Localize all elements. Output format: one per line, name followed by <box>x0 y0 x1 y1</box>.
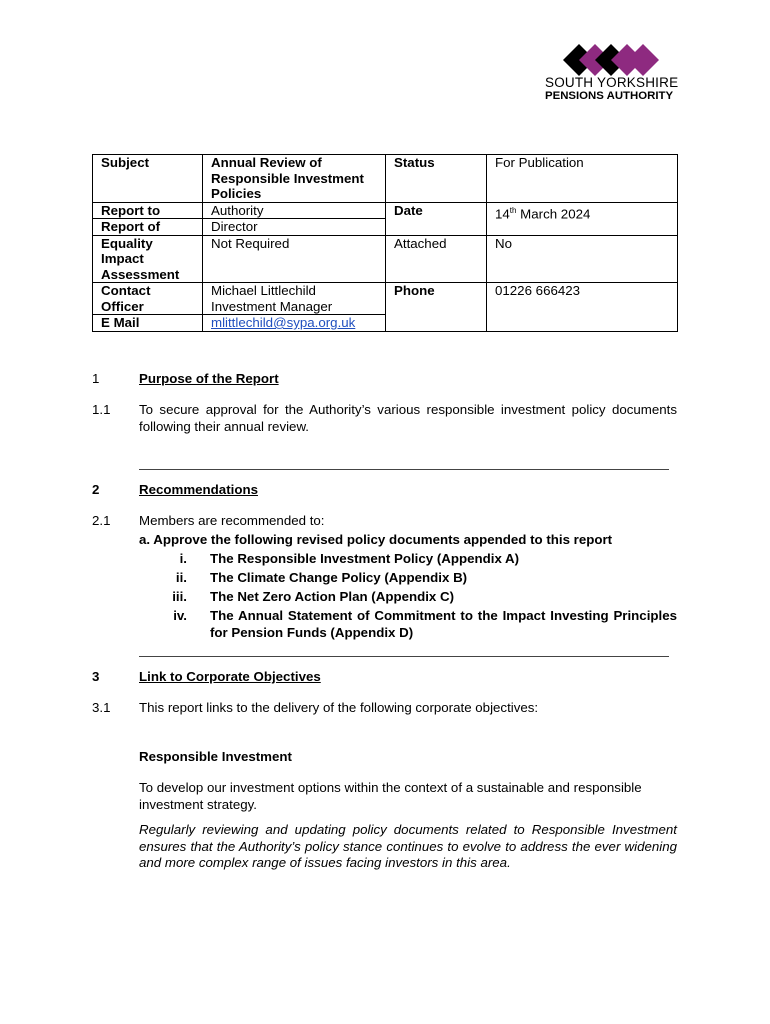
ri-heading: Responsible Investment <box>139 749 292 764</box>
date-sup: th <box>509 205 517 215</box>
section-3-number: 3 <box>92 669 100 684</box>
ri-italic-text: Regularly reviewing and updating policy documents related to Responsible Investment ensures that the Authority’s policy stance continues to evolve to address the ever widening and more complex range of issues facing investors in this area. <box>139 822 677 870</box>
item-iv-number: iv. <box>173 608 187 623</box>
date-day: 14 <box>495 205 510 221</box>
section-1-title: Purpose of the Report <box>139 371 279 386</box>
section-2-1-text: Members are recommended to: <box>139 513 325 528</box>
item-ii-text: The Climate Change Policy (Appendix B) <box>210 570 468 585</box>
recommendation-a: a. Approve the following revised policy documents appended to this report <box>139 532 613 547</box>
email-link[interactable]: mlittlechild@sypa.org.uk <box>211 315 356 330</box>
contact-role: Investment Manager <box>211 298 333 314</box>
equality-value: Not Required <box>203 235 386 283</box>
report-of-value: Director <box>203 219 386 236</box>
subject-label: Subject <box>93 155 203 203</box>
report-to-label: Report to <box>93 202 203 219</box>
contact-label: Contact Officer <box>93 283 203 315</box>
item-iii-number: iii. <box>172 589 187 604</box>
email-label: E Mail <box>93 315 203 332</box>
status-value: For Publication <box>487 155 678 203</box>
report-to-value: Authority <box>203 202 386 219</box>
section-2-1-number: 2.1 <box>92 513 111 528</box>
section-2-number: 2 <box>92 482 100 497</box>
phone-label: Phone <box>386 283 487 332</box>
section-3-1-text: This report links to the delivery of the following corporate objectives: <box>139 700 539 715</box>
item-iii-text: The Net Zero Action Plan (Appendix C) <box>210 589 455 604</box>
report-of-label: Report of <box>93 219 203 236</box>
sypa-logo <box>542 44 682 104</box>
logo-text-line2: PENSIONS AUTHORITY <box>545 90 674 102</box>
divider-1 <box>139 469 669 470</box>
phone-value: 01226 666423 <box>487 283 678 332</box>
contact-name: Michael Littlechild <box>211 283 316 298</box>
attached-value: No <box>487 235 678 283</box>
section-3-1-number: 3.1 <box>92 700 111 715</box>
attached-label: Attached <box>386 235 487 283</box>
section-1-1-text: To secure approval for the Authority’s various responsible investment policy documents following their annual review. <box>139 402 677 434</box>
divider-2 <box>139 656 669 657</box>
section-1-1-number: 1.1 <box>92 402 111 417</box>
status-label: Status <box>386 155 487 203</box>
logo-diamonds <box>542 44 682 78</box>
date-value <box>487 202 678 235</box>
item-ii-number: ii. <box>175 570 187 585</box>
email-cell <box>203 315 386 332</box>
date-label: Date <box>386 202 487 235</box>
section-1-number: 1 <box>92 371 100 386</box>
contact-value <box>203 283 386 315</box>
item-iv-text: The Annual Statement of Commitment to the Impact Investing Principles for Pension Funds (Appendix D) <box>210 608 677 640</box>
section-3-title: Link to Corporate Objectives <box>139 669 321 684</box>
subject-value: Annual Review of Responsible Investment Policies <box>203 155 386 203</box>
item-i-number: i. <box>179 551 187 566</box>
report-info-table <box>92 154 678 332</box>
date-rest: March 2024 <box>516 205 591 221</box>
ri-text: To develop our investment options within the context of a sustainable and responsible investment strategy. <box>139 780 642 812</box>
logo-text-line1: SOUTH YORKSHIRE <box>545 75 679 90</box>
item-i-text: The Responsible Investment Policy (Appendix A) <box>210 551 520 566</box>
equality-label: Equality Impact Assessment <box>93 235 203 283</box>
section-2-title: Recommendations <box>139 482 258 497</box>
